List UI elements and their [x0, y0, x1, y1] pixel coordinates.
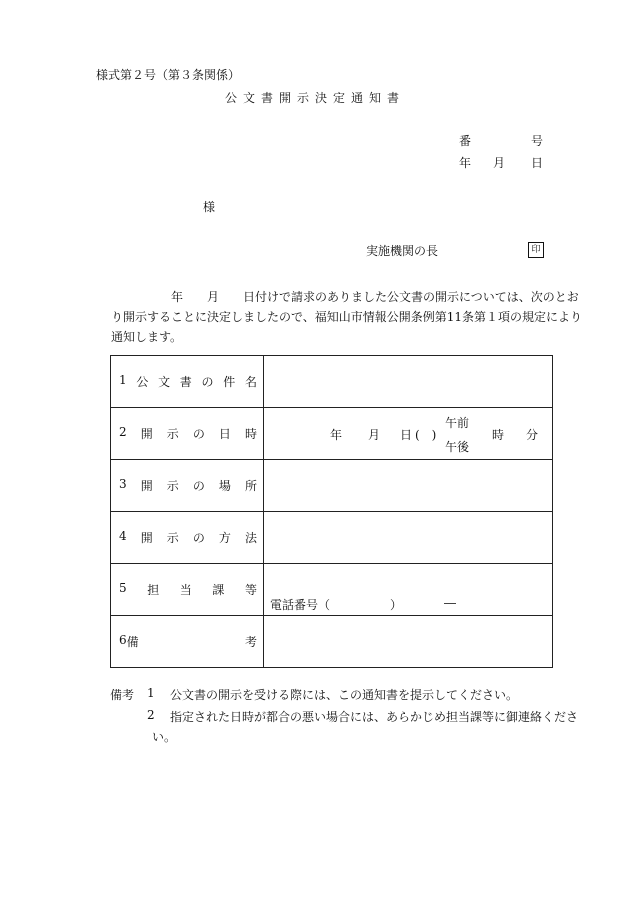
row-number: 4	[119, 529, 127, 543]
note-2-text: 指定された日時が都合の悪い場合には、あらかじめ担当課等に御連絡くださ	[170, 710, 579, 724]
body-text-line-3: 通知します。	[111, 330, 183, 344]
label-disclosure-datetime	[111, 408, 264, 460]
table-row-disclosure-method	[111, 512, 553, 564]
disclosure-form-table	[110, 355, 553, 668]
label-char: 所	[244, 479, 257, 493]
label-remarks	[111, 616, 264, 668]
label-char: 当	[179, 583, 192, 597]
label-char: の	[201, 375, 214, 389]
label-char: 開	[140, 479, 153, 493]
label-char: の	[192, 479, 205, 493]
label-char: 課	[212, 583, 225, 597]
label-char: 備	[126, 635, 139, 649]
row-number: 3	[119, 477, 127, 491]
form-number: 様式第２号（第３条関係）	[96, 68, 241, 82]
label-char: 時	[244, 427, 257, 441]
label-char: 示	[166, 479, 179, 493]
label-char: 名	[244, 375, 257, 389]
label-char: 書	[179, 375, 192, 389]
date-month-label: 月	[493, 156, 506, 170]
datetime-minute: 分	[526, 428, 539, 442]
document-title: 公文書開示決定通知書	[224, 91, 405, 105]
label-char: 件	[223, 375, 236, 389]
table-row-remarks	[111, 616, 553, 668]
table-row-disclosure-place	[111, 460, 553, 512]
value-department[interactable]	[264, 564, 553, 616]
notes-label: 備考	[110, 688, 135, 702]
reference-number-label: 番	[459, 134, 472, 148]
label-char: 開	[140, 427, 153, 441]
label-disclosure-method	[111, 512, 264, 564]
phone-number-label: 電話番号（ ）	[270, 598, 403, 612]
table-row-department	[111, 564, 553, 616]
row-number: 1	[119, 373, 127, 387]
datetime-month: 月	[368, 428, 381, 442]
body-text-line-1: 年 月 日付けで請求のありました公文書の開示については、次のとお	[111, 290, 579, 304]
datetime-year: 年	[330, 428, 343, 442]
table-row-document-title	[111, 356, 553, 408]
datetime-day: 日	[400, 428, 413, 442]
label-department	[111, 564, 264, 616]
seal-mark: 印	[528, 242, 544, 258]
row-number: 6	[119, 633, 127, 647]
datetime-hour: 時	[492, 428, 505, 442]
label-char: 日	[218, 427, 231, 441]
value-disclosure-place[interactable]	[264, 460, 553, 512]
body-text-line-2: り開示することに決定しましたので、福知山市情報公開条例第11条第１項の規定により	[111, 310, 583, 324]
note-2-number: 2	[147, 708, 155, 722]
label-char: 開	[140, 531, 153, 545]
label-document-title	[111, 356, 264, 408]
label-char: 担	[147, 583, 160, 597]
row-number: 2	[119, 425, 127, 439]
reference-number-suffix: 号	[531, 134, 544, 148]
datetime-am: 午前	[445, 416, 470, 430]
datetime-pm: 午後	[445, 440, 470, 454]
note-1-text: 公文書の開示を受ける際には、この通知書を提示してください。	[170, 688, 519, 702]
label-char: 示	[166, 427, 179, 441]
datetime-weekday-parens: ( )	[415, 428, 437, 442]
label-char: 考	[244, 635, 257, 649]
label-char: 場	[218, 479, 231, 493]
date-year-label: 年	[459, 156, 472, 170]
label-char: の	[192, 531, 205, 545]
date-day-label: 日	[531, 156, 544, 170]
value-document-title[interactable]	[264, 356, 553, 408]
note-1-number: 1	[147, 686, 155, 700]
addressee-honorific: 様	[203, 200, 216, 214]
label-disclosure-place	[111, 460, 264, 512]
value-remarks[interactable]	[264, 616, 553, 668]
label-char: 等	[244, 583, 257, 597]
label-char: 文	[158, 375, 171, 389]
note-2-continuation: い。	[152, 730, 177, 744]
value-disclosure-datetime[interactable]	[264, 408, 553, 460]
value-disclosure-method[interactable]	[264, 512, 553, 564]
label-char: 方	[218, 531, 231, 545]
label-char: 示	[166, 531, 179, 545]
label-char: の	[192, 427, 205, 441]
issuer-name: 実施機関の長	[366, 244, 439, 258]
row-number: 5	[119, 581, 127, 595]
label-char: 公	[136, 375, 149, 389]
label-char: 法	[244, 531, 257, 545]
table-row-disclosure-datetime	[111, 408, 553, 460]
phone-number-dash: ―	[444, 596, 456, 610]
